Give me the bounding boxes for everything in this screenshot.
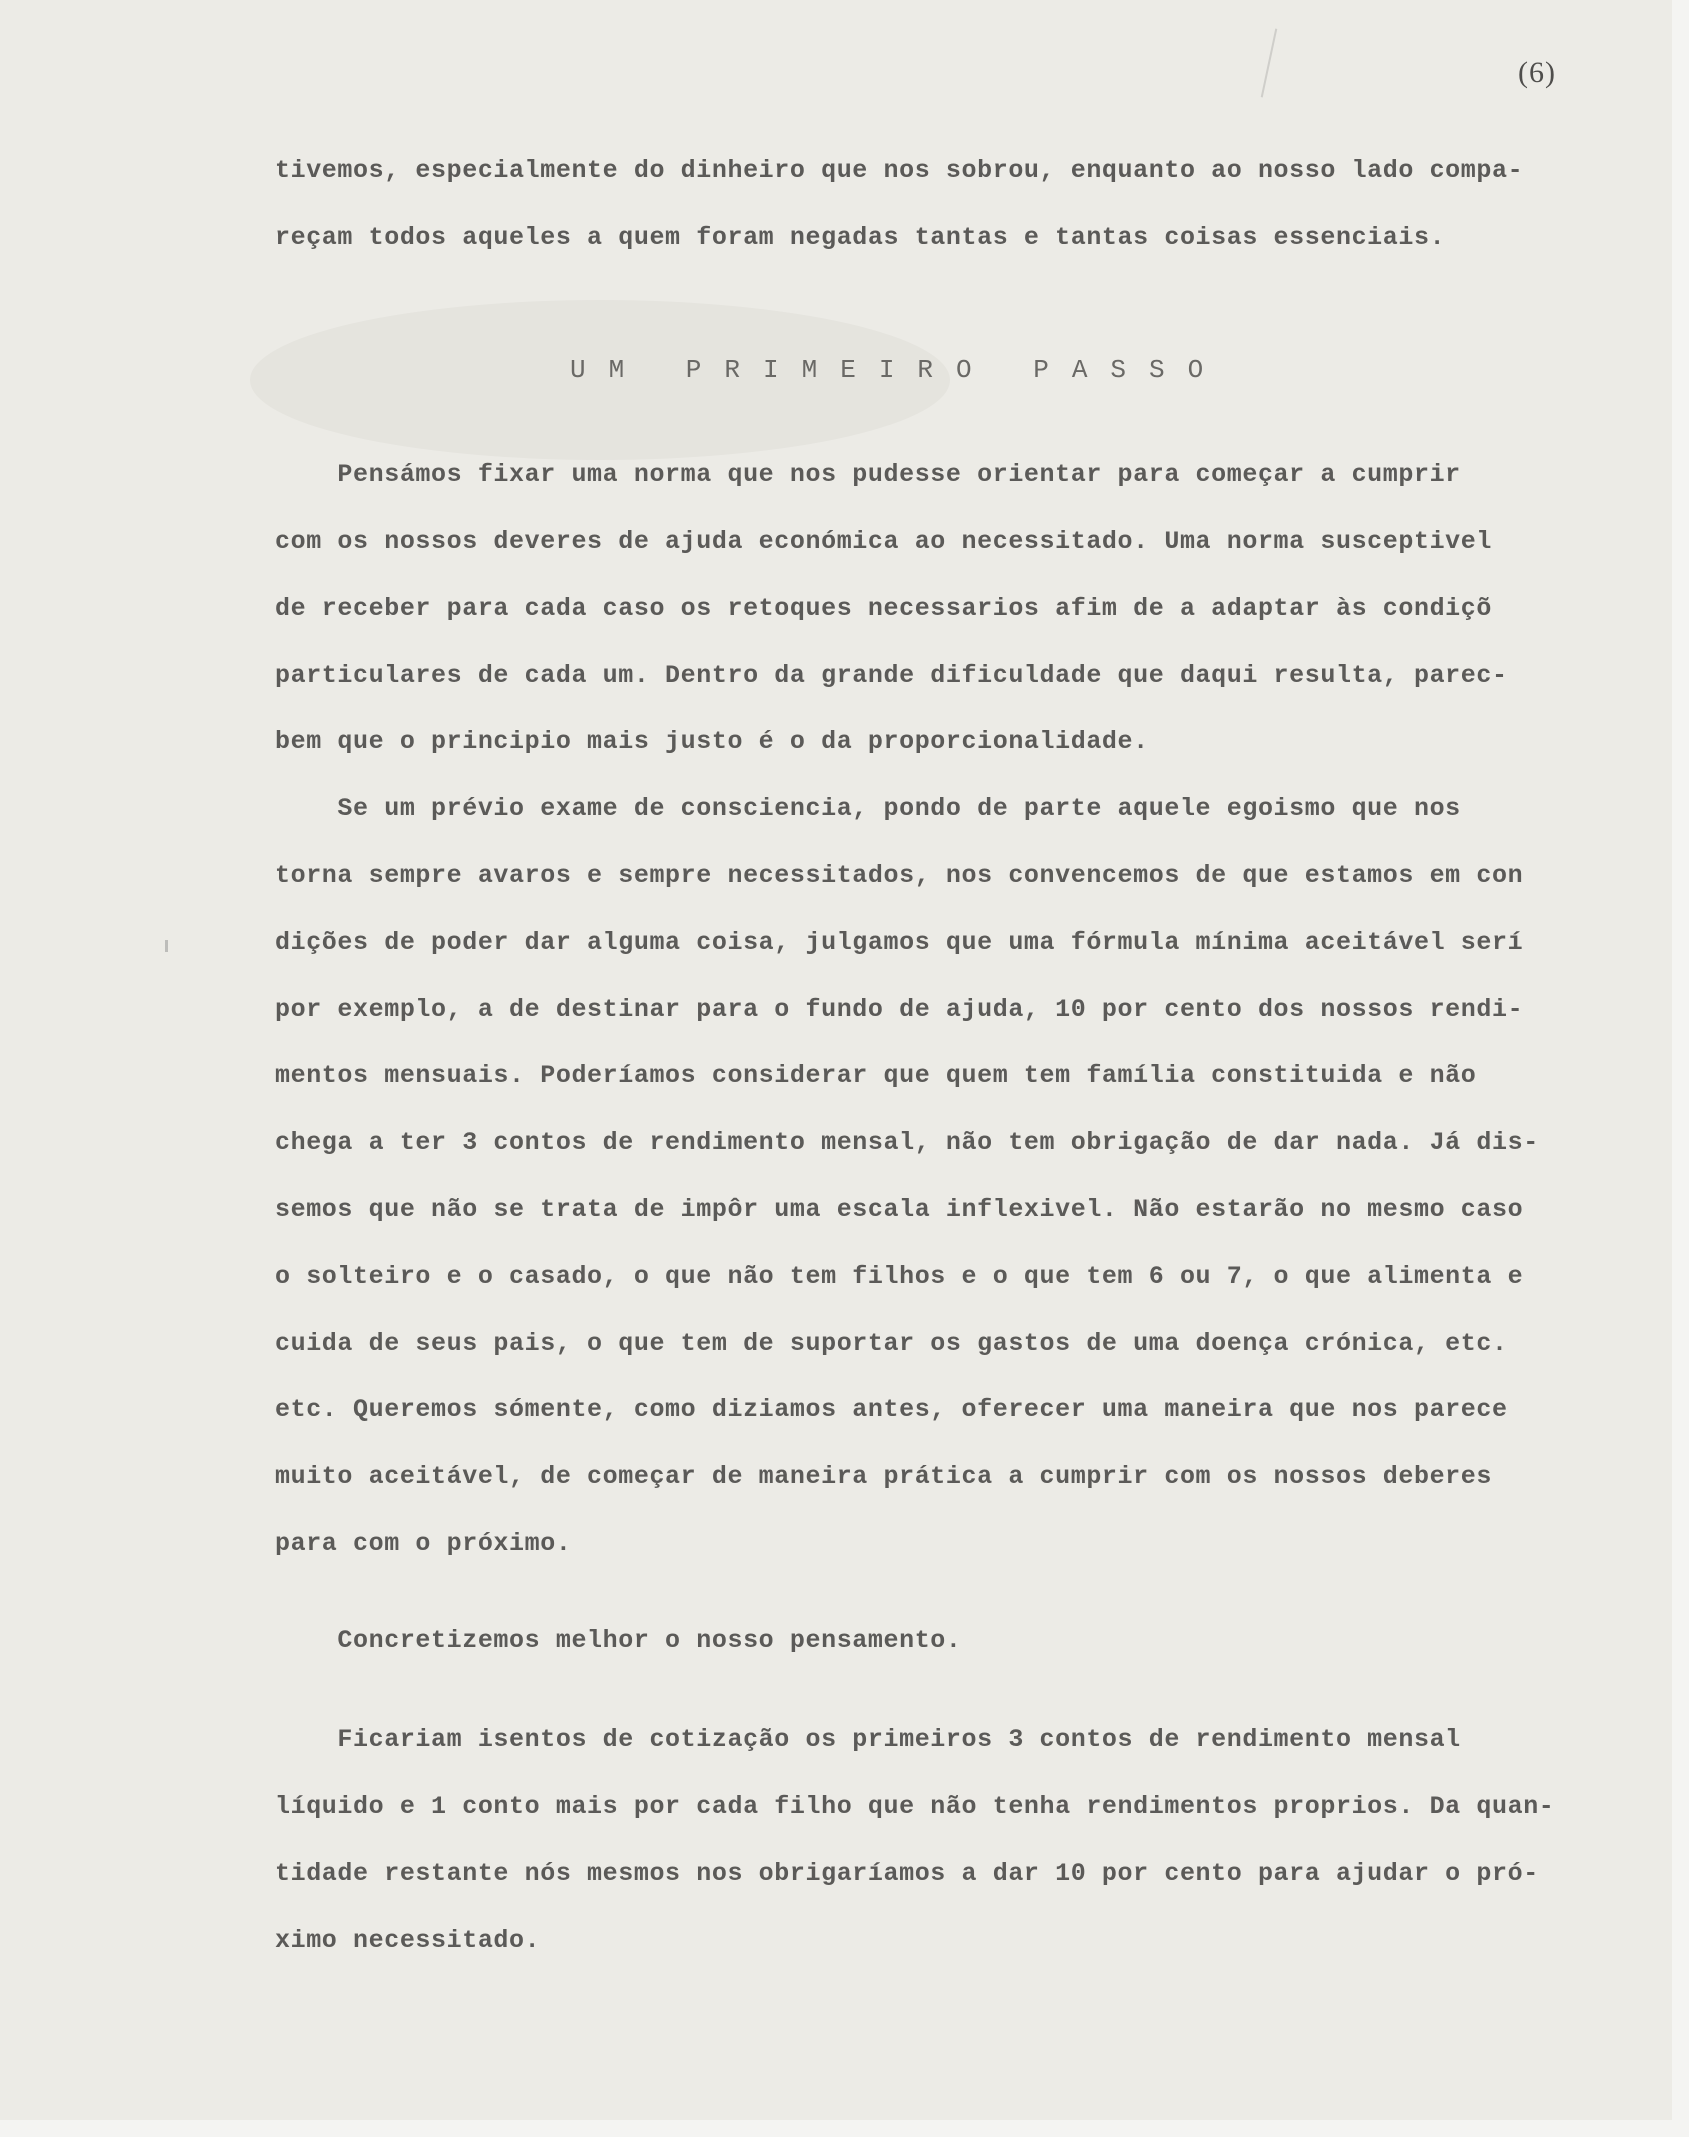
text-line: bem que o principio mais justo é o da proporcionalidade. xyxy=(275,727,1149,756)
scan-border-bottom xyxy=(0,2120,1689,2137)
text-line: para com o próximo. xyxy=(275,1529,572,1558)
section-heading: UM PRIMEIRO PASSO xyxy=(570,355,1227,385)
page-number: (6) xyxy=(1518,56,1556,89)
text-line: muito aceitável, de começar de maneira prática a cumprir com os nossos deberes xyxy=(275,1462,1492,1491)
text-line: mentos mensuais. Poderíamos considerar que quem tem família constituida e não xyxy=(275,1061,1477,1090)
text-line: Concretizemos melhor o nosso pensamento. xyxy=(275,1626,962,1655)
text-line: cuida de seus pais, o que tem de suportar os gastos de uma doença crónica, etc. xyxy=(275,1329,1508,1358)
text-line: Se um prévio exame de consciencia, pondo de parte aquele egoismo que nos xyxy=(275,794,1461,823)
text-line: ximo necessitado. xyxy=(275,1926,541,1955)
text-line: de receber para cada caso os retoques necessarios afim de a adaptar às condiçõ xyxy=(275,594,1492,623)
text-line: Pensámos fixar uma norma que nos pudesse orientar para começar a cumprir xyxy=(275,460,1461,489)
text-line: com os nossos deveres de ajuda económica ao necessitado. Uma norma susceptivel xyxy=(275,527,1492,556)
text-line: tivemos, especialmente do dinheiro que nos sobrou, enquanto ao nosso lado compa- xyxy=(275,156,1524,185)
ink-mark xyxy=(165,940,168,952)
text-line: por exemplo, a de destinar para o fundo de ajuda, 10 por cento dos nossos rendi- xyxy=(275,995,1524,1024)
text-line: Ficariam isentos de cotização os primeiros 3 contos de rendimento mensal xyxy=(275,1725,1461,1754)
text-line: dições de poder dar alguma coisa, julgamos que uma fórmula mínima aceitável serí xyxy=(275,928,1524,957)
text-line: chega a ter 3 contos de rendimento mensal, não tem obrigação de dar nada. Já dis- xyxy=(275,1128,1539,1157)
text-line: particulares de cada um. Dentro da grande dificuldade que daqui resulta, parec- xyxy=(275,661,1508,690)
text-line: torna sempre avaros e sempre necessitados, nos convencemos de que estamos em con xyxy=(275,861,1524,890)
text-line: tidade restante nós mesmos nos obrigaríamos a dar 10 por cento para ajudar o pró- xyxy=(275,1859,1539,1888)
text-line: reçam todos aqueles a quem foram negadas tantas e tantas coisas essenciais. xyxy=(275,223,1446,252)
text-line: semos que não se trata de impôr uma escala inflexivel. Não estarão no mesmo caso xyxy=(275,1195,1524,1224)
text-line: o solteiro e o casado, o que não tem filhos e o que tem 6 ou 7, o que alimenta e xyxy=(275,1262,1524,1291)
scan-border-right xyxy=(1672,0,1689,2137)
paper-crease xyxy=(1261,29,1278,98)
text-line: líquido e 1 conto mais por cada filho que não tenha rendimentos proprios. Da quan- xyxy=(275,1792,1555,1821)
text-line: etc. Queremos sómente, como diziamos antes, oferecer uma maneira que nos parece xyxy=(275,1395,1508,1424)
